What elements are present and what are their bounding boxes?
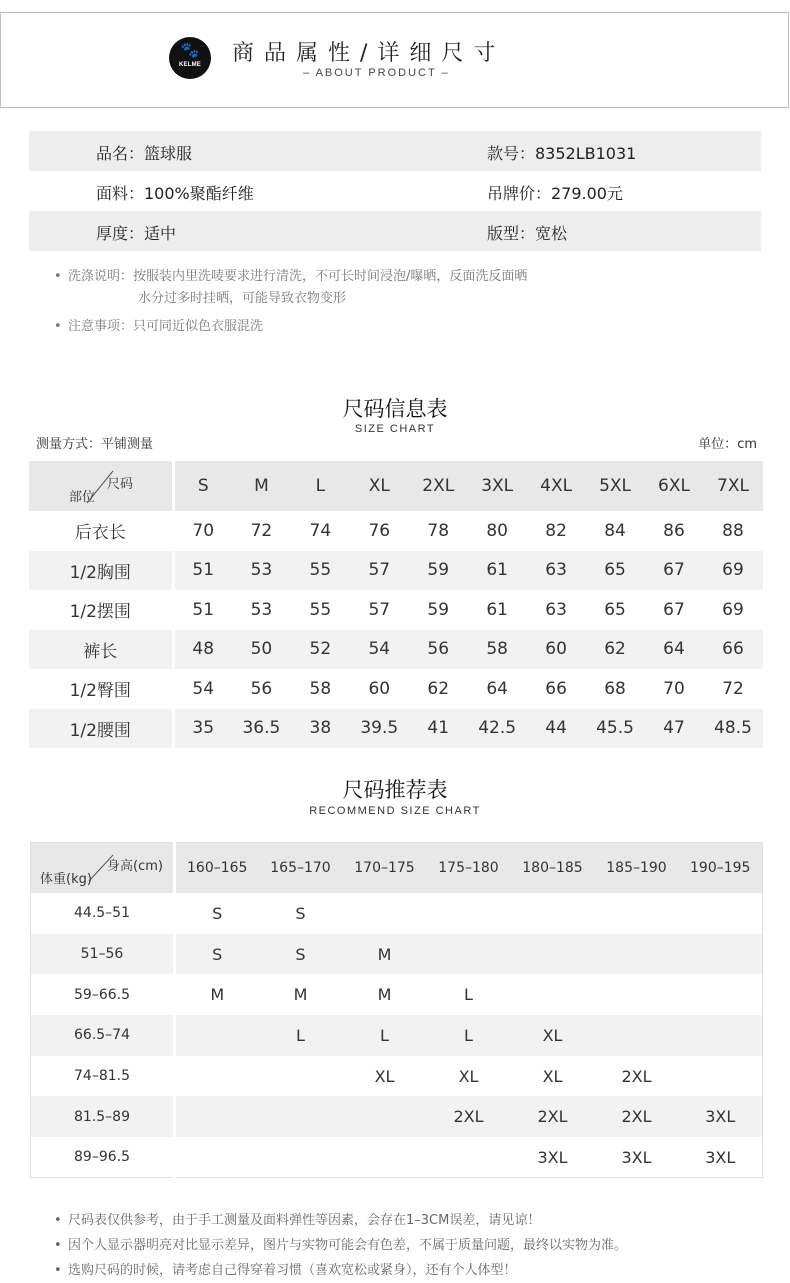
table-cell: M <box>293 985 308 1005</box>
table-row <box>31 1096 763 1137</box>
table-cell: M <box>377 985 392 1005</box>
product-name: 品名：篮球服 <box>96 144 193 163</box>
size-header-cell: 5XL <box>599 476 631 496</box>
size-header-cell: 7XL <box>717 476 749 496</box>
table-cell <box>427 1137 511 1178</box>
table-cell <box>595 974 679 1015</box>
row-label: 1/2胸围 <box>29 551 173 591</box>
attention-note: • 注意事项：只可同近似色衣服混洗 <box>54 316 527 338</box>
table-cell: 86 <box>663 520 685 541</box>
size-header-cell: XL <box>368 476 390 496</box>
table-cell: 51 <box>192 599 215 620</box>
table-cell: 69 <box>722 560 744 581</box>
table-cell <box>595 1015 679 1056</box>
table-cell: 62 <box>604 639 626 660</box>
table-cell: L <box>464 1025 473 1045</box>
wash-instructions-cont: 水分过多时挂晒，可能导致衣物变形 <box>138 291 347 306</box>
table-cell: 80 <box>486 520 508 541</box>
table-cell <box>511 974 595 1015</box>
table-cell <box>175 1137 259 1178</box>
table-cell <box>427 893 511 934</box>
row-label: 66.5–74 <box>31 1015 175 1056</box>
table-cell <box>259 1137 343 1178</box>
table-cell <box>427 934 511 975</box>
table-cell: 63 <box>545 599 567 620</box>
height-header-cell: 175–180 <box>438 860 499 876</box>
bullet-icon: • <box>54 1238 62 1253</box>
table-cell: 54 <box>192 678 215 699</box>
table-cell: XL <box>458 1066 479 1086</box>
table-cell: 88 <box>722 520 744 541</box>
table-cell: 84 <box>604 520 626 541</box>
bullet-icon: • <box>54 1213 62 1228</box>
table-cell: 70 <box>663 678 685 699</box>
table-cell <box>259 1096 343 1137</box>
table-cell: 74 <box>309 520 332 541</box>
size-header-cell: 6XL <box>658 476 690 496</box>
table-row <box>31 974 763 1015</box>
table-cell: L <box>296 1025 305 1045</box>
table-cell: 64 <box>486 678 508 699</box>
table-cell: 66 <box>545 678 567 699</box>
height-header-cell: 180–185 <box>522 860 583 876</box>
table-cell: 82 <box>545 520 567 541</box>
recommend-chart-table <box>30 842 763 1178</box>
page-subtitle: – ABOUT PRODUCT – <box>303 67 450 79</box>
product-thickness: 厚度：适中 <box>96 224 177 243</box>
table-cell: L <box>380 1025 389 1045</box>
table-cell: 53 <box>250 599 273 620</box>
table-row <box>31 1056 763 1097</box>
table-row <box>31 893 763 934</box>
table-cell: 2XL <box>453 1107 484 1127</box>
table-cell: 47 <box>663 718 685 739</box>
table-cell: 55 <box>309 560 332 581</box>
info-row <box>29 171 761 211</box>
table-cell: 52 <box>309 639 332 660</box>
table-cell: 44 <box>545 718 567 739</box>
table-cell: 76 <box>368 520 391 541</box>
bullet-icon: • <box>54 269 62 284</box>
table-row <box>29 630 763 670</box>
wash-instructions: • 洗涤说明：按服装内里洗唛要求进行清洗，不可长时间浸泡/曝晒，反面洗反面晒 <box>54 266 527 288</box>
table-cell: 58 <box>486 639 508 660</box>
table-cell: 42.5 <box>478 718 517 739</box>
measure-method: 测量方式：平铺测量 <box>36 437 154 452</box>
table-cell: M <box>377 944 392 964</box>
table-cell: 67 <box>663 560 685 581</box>
table-cell <box>595 934 679 975</box>
table-cell: 65 <box>604 599 626 620</box>
table-cell: 67 <box>663 599 685 620</box>
table-row <box>29 709 763 749</box>
table-cell <box>343 1096 427 1137</box>
table-cell: 61 <box>486 599 508 620</box>
height-header-cell: 165–170 <box>270 860 331 876</box>
table-cell <box>259 1056 343 1097</box>
unit-label: 单位：cm <box>698 437 757 452</box>
table-cell <box>679 1056 763 1097</box>
row-label: 1/2摆围 <box>29 590 173 630</box>
bullet-icon: • <box>54 1263 62 1278</box>
table-cell: 57 <box>368 599 391 620</box>
footer-note: • 尺码表仅供参考，由于手工测量及面料弹性等因素，会存在1–3CM误差，请见谅！ <box>54 1208 627 1233</box>
footer-note: • 因个人显示器明亮对比显示差异，图片与实物可能会有色差，不属于质量问题，最终以实物为准。 <box>54 1233 627 1258</box>
table-cell: 62 <box>427 678 450 699</box>
care-notes <box>54 266 527 338</box>
table-cell <box>343 893 427 934</box>
table-cell <box>595 893 679 934</box>
table-row <box>31 934 763 975</box>
table-row <box>31 1137 763 1178</box>
table-cell: 78 <box>427 520 450 541</box>
table-cell: 48 <box>192 639 215 660</box>
table-cell: 72 <box>250 520 273 541</box>
table-cell: 56 <box>427 639 450 660</box>
table-cell: 35 <box>192 718 215 739</box>
table-cell <box>175 1056 259 1097</box>
table-cell <box>679 1015 763 1056</box>
table-cell: 68 <box>604 678 626 699</box>
corner-cell: 尺码 部位 <box>29 461 173 511</box>
table-cell: S <box>212 944 223 964</box>
table-cell <box>343 1137 427 1178</box>
table-cell: 57 <box>368 560 391 581</box>
table-cell: 3XL <box>705 1107 736 1127</box>
table-cell: XL <box>542 1025 563 1045</box>
table-cell: 55 <box>309 599 332 620</box>
table-cell: S <box>295 944 306 964</box>
table-cell: M <box>210 985 225 1005</box>
row-label: 81.5–89 <box>31 1096 175 1137</box>
table-cell: 60 <box>368 678 391 699</box>
table-cell: 66 <box>722 639 744 660</box>
footer-note: • 选购尺码的时候，请考虑自己得穿着习惯（喜欢宽松或紧身），还有个人体型！ <box>54 1258 627 1283</box>
size-header-cell: L <box>315 476 326 496</box>
table-cell: 36.5 <box>242 718 281 739</box>
size-header-cell: M <box>254 476 269 496</box>
table-cell: 2XL <box>621 1066 652 1086</box>
recommend-chart-subtitle: RECOMMEND SIZE CHART <box>309 805 481 817</box>
row-label: 1/2腰围 <box>29 709 173 749</box>
table-cell: 41 <box>427 718 450 739</box>
info-row <box>29 131 761 171</box>
product-style-number: 款号：8352LB1031 <box>487 144 637 163</box>
table-row <box>29 590 763 630</box>
table-cell: 64 <box>663 639 685 660</box>
product-price: 吊牌价：279.00元 <box>487 184 623 203</box>
table-cell: S <box>295 903 306 923</box>
footer-notes <box>54 1208 627 1283</box>
row-label: 裤长 <box>29 630 173 670</box>
table-cell: 45.5 <box>596 718 634 739</box>
table-cell: 38 <box>309 718 332 739</box>
table-cell: 59 <box>427 560 450 581</box>
row-label: 44.5–51 <box>31 893 175 934</box>
table-cell <box>511 893 595 934</box>
size-header-cell: 3XL <box>481 476 514 496</box>
table-row <box>31 1015 763 1056</box>
table-cell: 2XL <box>537 1107 568 1127</box>
height-header-cell: 190–195 <box>690 860 751 876</box>
table-cell: 3XL <box>537 1147 568 1167</box>
table-row <box>29 551 763 591</box>
row-label: 51–56 <box>31 934 175 975</box>
product-fabric: 面料：100%聚酯纤维 <box>96 184 254 203</box>
row-label: 59–66.5 <box>31 974 175 1015</box>
table-cell <box>175 1096 259 1137</box>
table-cell: 59 <box>427 599 450 620</box>
table-cell: 72 <box>722 678 744 699</box>
product-info-table <box>29 131 761 251</box>
size-chart-subtitle: SIZE CHART <box>354 423 436 435</box>
table-header-row <box>31 843 763 894</box>
height-header-cell: 185–190 <box>606 860 667 876</box>
info-row <box>29 211 761 251</box>
table-cell <box>679 934 763 975</box>
size-chart-table <box>29 461 764 748</box>
table-cell: L <box>464 985 473 1005</box>
row-label: 89–96.5 <box>31 1137 175 1178</box>
corner-cell: 身高(cm) 体重(kg) <box>31 843 175 894</box>
recommend-chart-title: 尺码推荐表 <box>342 778 448 802</box>
table-cell: 3XL <box>705 1147 736 1167</box>
logo-text: KELME <box>179 62 201 68</box>
row-label: 1/2臀围 <box>29 669 173 709</box>
height-header-cell: 160–165 <box>187 860 248 876</box>
table-cell: 65 <box>604 560 626 581</box>
table-cell: 69 <box>722 599 744 620</box>
table-cell <box>679 974 763 1015</box>
table-cell: 53 <box>250 560 273 581</box>
size-header-cell: 2XL <box>422 476 455 496</box>
table-cell: XL <box>542 1066 563 1086</box>
table-cell: 56 <box>250 678 273 699</box>
table-cell: 70 <box>192 520 215 541</box>
table-cell: 58 <box>309 678 332 699</box>
paw-icon: 🐾 <box>180 41 200 59</box>
table-cell: XL <box>374 1066 395 1086</box>
product-fit: 版型：宽松 <box>487 224 568 243</box>
table-cell: 2XL <box>621 1107 652 1127</box>
table-cell: 63 <box>545 560 567 581</box>
row-label: 74–81.5 <box>31 1056 175 1097</box>
table-cell: 50 <box>250 639 273 660</box>
kelme-logo <box>169 37 211 79</box>
table-cell <box>511 934 595 975</box>
bullet-icon: • <box>54 319 62 334</box>
page-title: 商品属性/详细尺寸 <box>232 41 506 66</box>
table-cell: 3XL <box>621 1147 652 1167</box>
table-cell: S <box>212 903 223 923</box>
size-header-cell: 4XL <box>540 476 573 496</box>
table-cell: 60 <box>545 639 567 660</box>
table-row <box>29 669 763 709</box>
table-cell <box>679 893 763 934</box>
table-cell <box>175 1015 259 1056</box>
table-header-row <box>29 461 763 511</box>
height-header-cell: 170–175 <box>354 860 415 876</box>
size-header-cell: S <box>197 476 209 496</box>
table-cell: 51 <box>192 560 215 581</box>
table-cell: 39.5 <box>360 718 399 739</box>
table-cell: 61 <box>486 560 508 581</box>
size-chart-title: 尺码信息表 <box>342 397 448 421</box>
table-cell: 48.5 <box>714 718 752 739</box>
row-label: 后衣长 <box>29 511 173 551</box>
table-cell: 54 <box>368 639 391 660</box>
table-row <box>29 511 763 551</box>
